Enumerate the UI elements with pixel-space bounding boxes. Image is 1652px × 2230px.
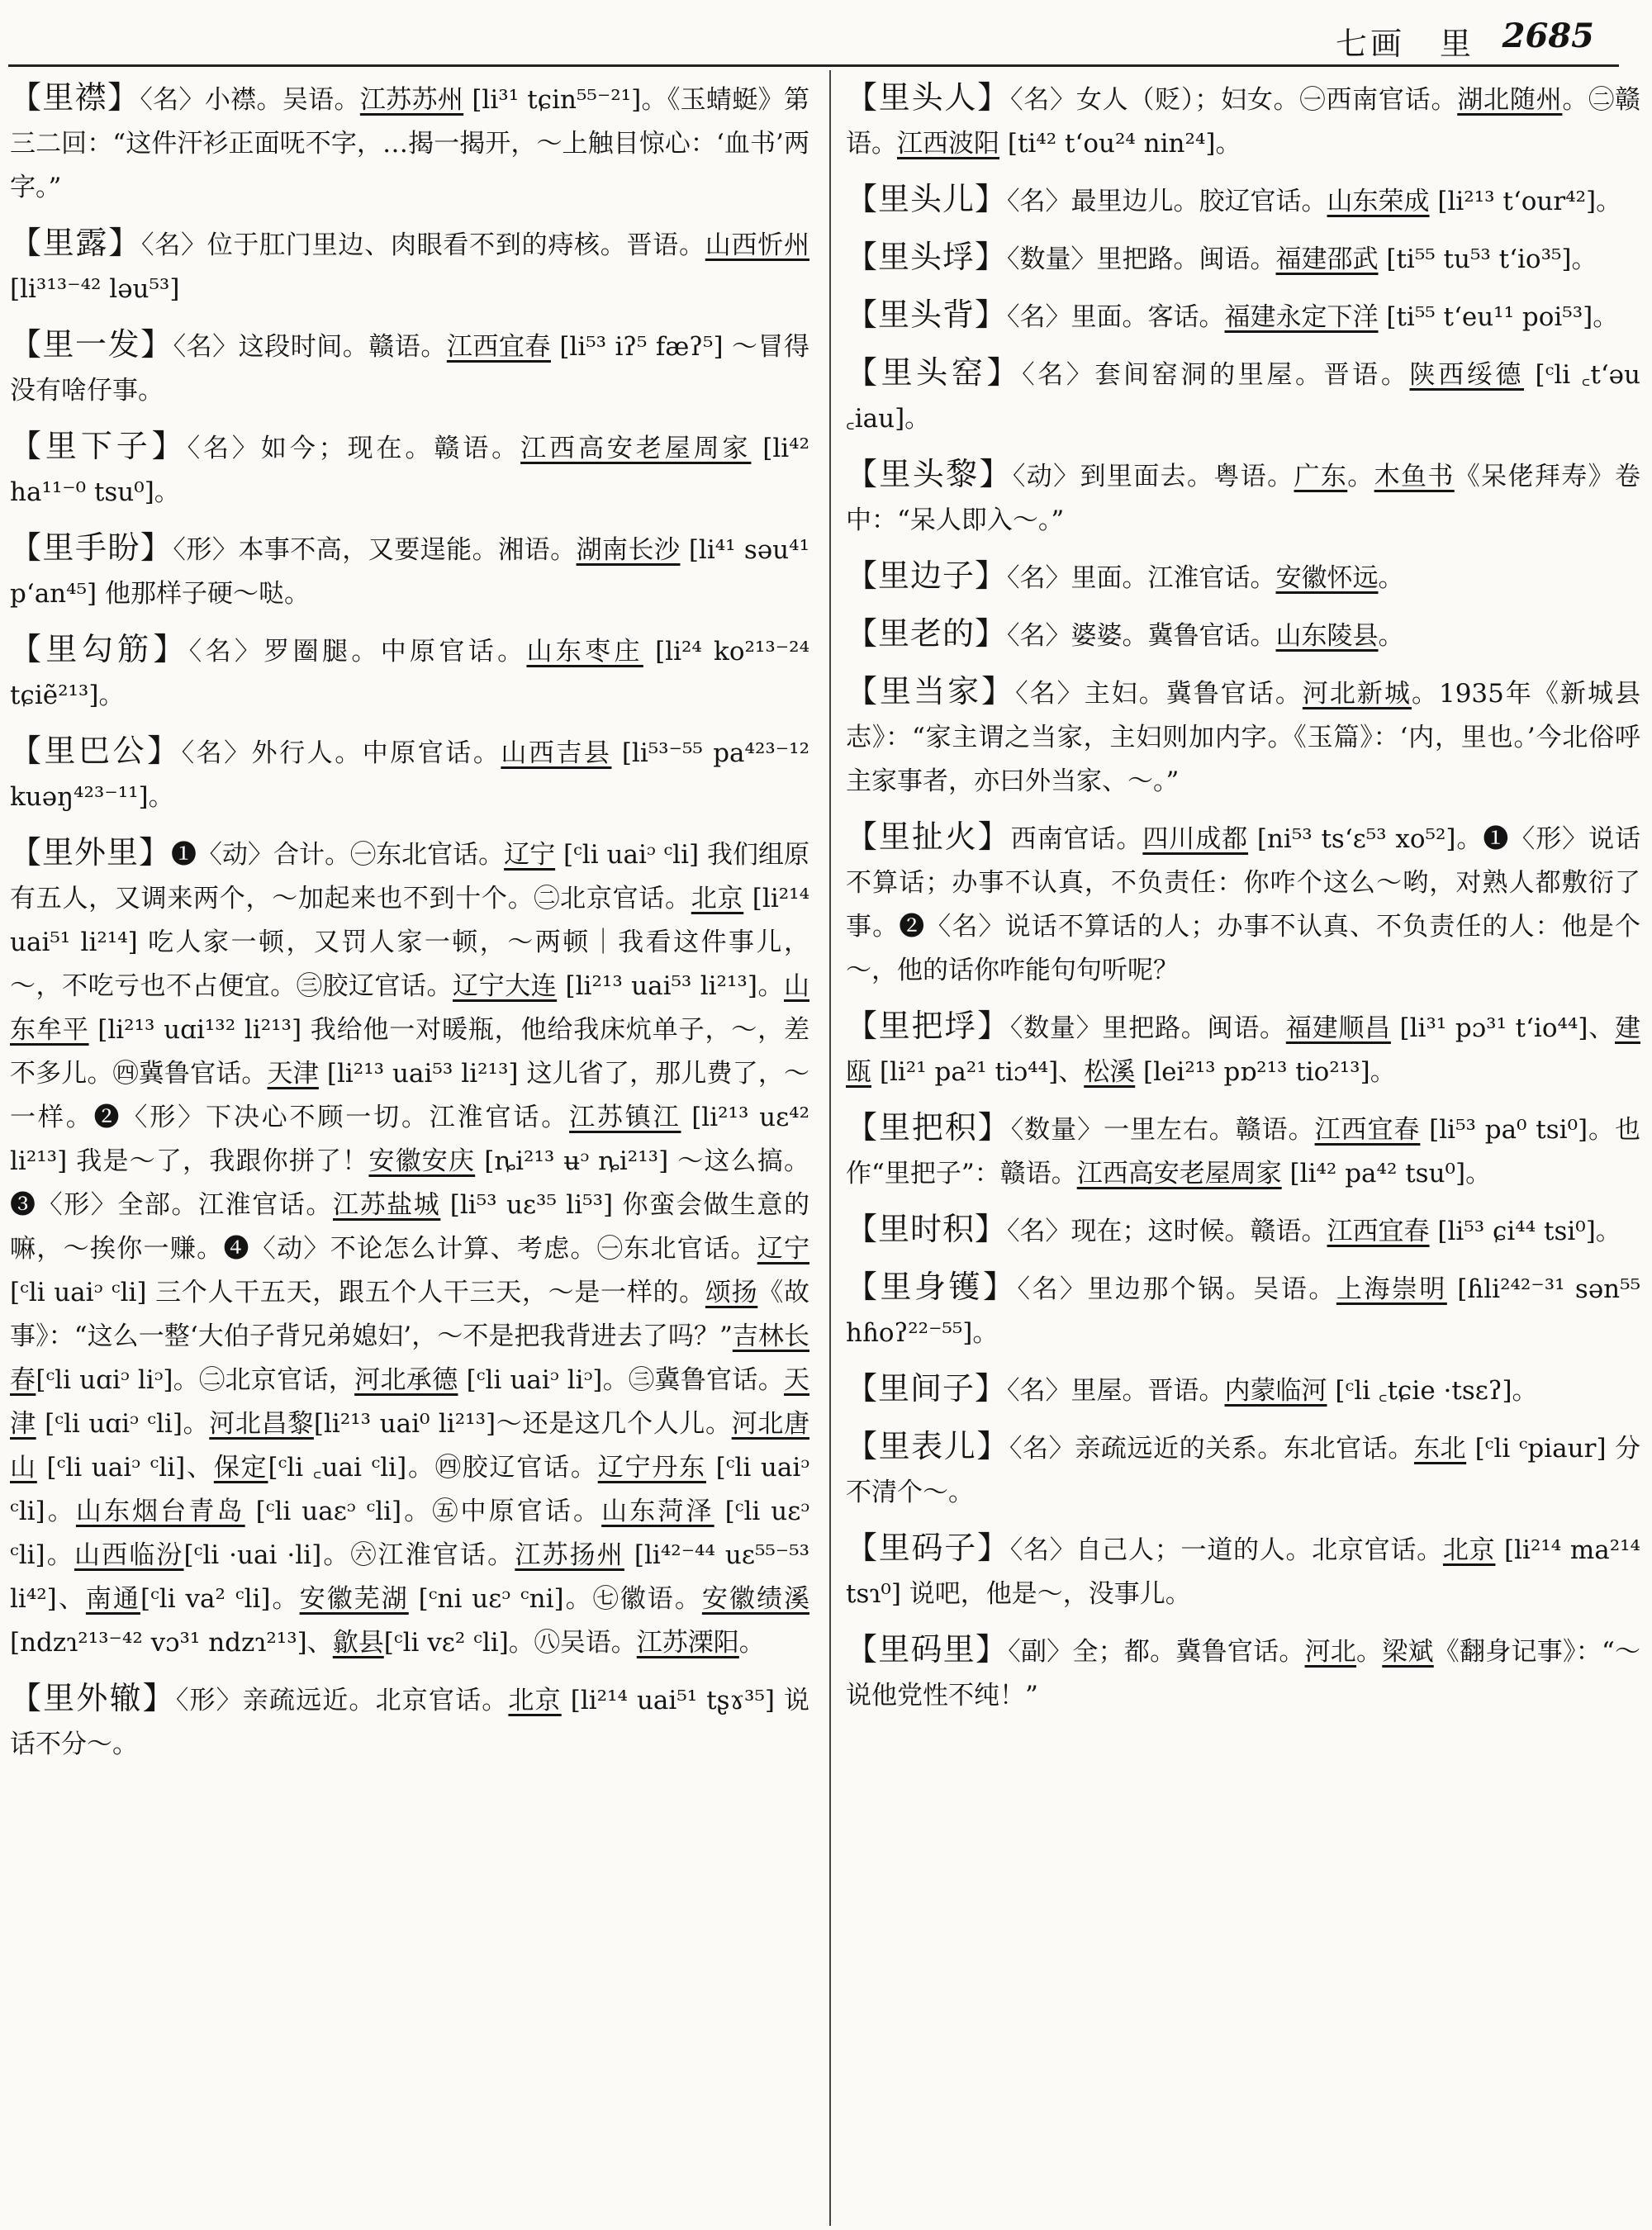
entry-text: 〈名〉现在；这时候。赣语。: [1007, 1217, 1327, 1246]
entry-text: 〈名〉套间窑洞的里屋。晋语。: [1022, 360, 1410, 390]
entry-text: 〈名〉外行人。中原官话。: [181, 738, 501, 768]
entry-text: [li²¹ pa²¹ tiɔ⁴⁴]、: [871, 1057, 1085, 1087]
entry-text: [li²¹³ uɛ⁴² li²¹³] 我是～了，我跟你拼了！: [10, 1103, 809, 1176]
place-name: 内蒙临河: [1224, 1376, 1327, 1406]
dictionary-entry: [846, 453, 1640, 543]
dictionary-entry: [846, 1526, 1640, 1616]
place-name: 山东烟台青岛: [75, 1497, 245, 1526]
place-name: 安徽芜湖: [299, 1584, 409, 1614]
place-name: 河北唐山: [10, 1409, 809, 1483]
entry-headword: 【里老的】: [846, 615, 1008, 652]
entry-text: [li²¹³ uɑi¹³² li²¹³] 我给他一对暖瓶，他给我床炕单子，～，差不多儿。㊃冀鲁官话。: [10, 1015, 809, 1089]
entry-text: [ᶜli uaiᵓ ᶜli] 三个人干五天，跟五个人干三天，～是一样的。: [10, 1278, 705, 1307]
dictionary-entry: [846, 1004, 1640, 1094]
place-name: 北京: [691, 884, 744, 913]
entry-text: 〈名〉最里边儿。胶辽官话。: [1007, 187, 1327, 216]
place-name: 保定: [213, 1453, 268, 1483]
dictionary-entry: [846, 670, 1640, 804]
entry-text: 〈名〉女人（贬）；妇女。㊀西南官话。: [1009, 85, 1458, 115]
entry-text: [li⁴² pa⁴² tsu⁰]。: [1281, 1159, 1492, 1189]
place-name: 山东荣成: [1327, 187, 1430, 216]
place-name: 福建顺昌: [1285, 1013, 1391, 1043]
place-name: 山西临汾: [74, 1540, 184, 1570]
place-name: 东北: [1413, 1434, 1467, 1464]
page-header: [0, 0, 1652, 74]
entry-text: [ᶜni uɛᵓ ᶜni]。㊆徽语。: [408, 1584, 702, 1614]
place-name: 山东菏泽: [601, 1497, 714, 1526]
entry-text: [ᶜli uɑiᵓ ᶜli]。: [36, 1409, 210, 1439]
entry-text: [ᶜli ᶜpiaur] 分不清个～。: [846, 1434, 1640, 1507]
place-name: 湖北随州: [1457, 85, 1563, 115]
entry-text: 。㊁赣语。: [846, 85, 1640, 159]
dictionary-entry: [846, 76, 1640, 166]
entry-text: [ᶜli uaiᵓ ᶜli] 我们组原有五人，又调来两个，～加起来也不到十个。㊁北京官话。: [10, 840, 809, 913]
entry-text: [ᶜli ·uai ·li]。㊅江淮官话。: [183, 1540, 515, 1570]
entry-text: [ᶜli uɑiᵓ liᵓ]。㊁北京官话，: [36, 1365, 355, 1395]
entry-text: 〈名〉里面。客话。: [1007, 302, 1225, 332]
entry-headword: 【里码子】: [846, 1530, 1010, 1566]
entry-text: 〈名〉如今；现在。赣语。: [187, 434, 521, 463]
place-name: 山西吉县: [501, 738, 612, 768]
entry-text: [ᶜli ꜀t‘əu ꜀iau]。: [846, 360, 1640, 434]
entry-text: 西南官话。: [1010, 824, 1143, 854]
entry-headword: 【里头儿】: [846, 181, 1008, 217]
entry-text: [ᶜli vɛ² ᶜli]。㊇吴语。: [383, 1628, 637, 1658]
place-name: 江西宜春: [1327, 1217, 1430, 1246]
entry-text: ❶〈动〉合计。㊀东北官话。: [171, 840, 505, 870]
entry-text: [li⁵³⁻⁵⁵ pa⁴²³⁻¹² kuəŋ⁴²³⁻¹¹]。: [10, 738, 809, 812]
entry-text: [li²⁴ ko²¹³⁻²⁴ tɕiẽ²¹³]。: [10, 637, 809, 710]
entry-headword: 【里下子】: [10, 428, 188, 464]
entry-text: 。: [738, 1628, 765, 1658]
entry-text: 〈名〉亲疏远近的关系。东北官话。: [1009, 1434, 1414, 1464]
entry-text: [li⁵³ uɛ³⁵ li⁵³] 你蛮会做生意的嘛，～挨你一赚。❹〈动〉不论怎么计算、考虑。㊀东北官话。: [10, 1190, 809, 1264]
place-name: 江西宜春: [1314, 1115, 1421, 1145]
entry-text: [li³¹ pɔ³¹ t‘io⁴⁴]、: [1390, 1013, 1615, 1043]
place-name: 福建邵武: [1275, 244, 1379, 274]
place-name: 辽宁: [757, 1234, 809, 1264]
place-name: 江苏溧阳: [636, 1628, 739, 1658]
place-name: 天津: [10, 1365, 809, 1439]
place-name: 南通: [85, 1584, 140, 1614]
dictionary-entry: [846, 815, 1640, 993]
entry-text: [ti⁵⁵ t‘eu¹¹ poi⁵³]。: [1378, 302, 1619, 332]
entry-text: [li²¹³ uai⁵³ li²¹³] 这儿省了，那儿费了，～一样。❷〈形〉下决心不顾一切。江淮官话。: [10, 1059, 809, 1132]
entry-text: 〈名〉里边那个锅。吴语。: [1017, 1274, 1336, 1304]
dictionary-entry: [846, 554, 1640, 600]
entry-headword: 【里头背】: [846, 297, 1008, 333]
entry-text: 〈名〉主妇。冀鲁官话。: [1015, 679, 1303, 709]
dictionary-entry: [846, 1265, 1640, 1355]
entry-text: [ᶜli ꜀uai ᶜli]。㊃胶辽官话。: [268, 1453, 598, 1483]
place-name: 建瓯: [846, 1013, 1640, 1087]
entry-text: 〈名〉罗圈腿。中原官话。: [188, 637, 527, 667]
entry-text: 〈名〉这段时间。赣语。: [173, 332, 447, 362]
dictionary-entry: [10, 526, 809, 616]
dictionary-entry: [846, 1425, 1640, 1515]
place-name: 江西波阳: [897, 129, 999, 159]
place-name: 河北昌黎: [209, 1409, 314, 1439]
place-name: 山东枣庄: [526, 637, 643, 667]
entry-headword: 【里边子】: [846, 558, 1008, 594]
entry-text: [ᶜli uaiᵓ ᶜli]、: [36, 1453, 214, 1483]
place-name: 江西宜春: [446, 332, 551, 362]
place-name: 山东陵县: [1275, 621, 1379, 651]
entry-text: 〈形〉本事不高，又要逞能。湘语。: [173, 535, 577, 565]
entry-headword: 【里表儿】: [846, 1428, 1009, 1464]
dictionary-entry: [846, 1208, 1640, 1254]
entry-text: [ti⁴² t‘ou²⁴ nin²⁴]。: [999, 129, 1241, 159]
entry-text: [ᶜli va² ᶜli]。: [140, 1584, 300, 1614]
dictionary-entry: [846, 235, 1640, 282]
entry-text: 〈名〉里面。江淮官话。: [1007, 563, 1276, 593]
place-name: 梁斌: [1382, 1637, 1434, 1667]
place-name: 江西高安老屋周家: [1076, 1159, 1282, 1189]
dictionary-entry: [846, 351, 1640, 441]
dictionary-entry: [10, 831, 809, 1665]
entry-text: 〈副〉全；都。冀鲁官话。: [1008, 1637, 1305, 1667]
place-name: 陕西绥德: [1409, 360, 1525, 390]
dictionary-entry: [10, 323, 809, 413]
entry-text: [li³¹ tɕin⁵⁵⁻²¹]。《玉蜻蜓》第三二回：“这件汗衫正面呒不字，…揭一揭开，～上触目惊心：‘血书’两字。”: [10, 85, 809, 202]
left-column: [10, 76, 809, 2223]
dictionary-entry: [846, 1628, 1640, 1718]
place-name: 江苏苏州: [359, 85, 464, 115]
dictionary-entry: [846, 293, 1640, 339]
dictionary-entry: [846, 612, 1640, 658]
dictionary-entry: [846, 1367, 1640, 1413]
entry-headword: 【里身镬】: [846, 1269, 1018, 1305]
entry-text: 〈数量〉一里左右。赣语。: [1010, 1115, 1315, 1145]
column-divider: [829, 70, 831, 2226]
entry-headword: 【里时积】: [846, 1211, 1008, 1247]
place-name: 四川成都: [1142, 824, 1249, 854]
entry-text: [ti⁵⁵ tu⁵³ t‘io³⁵]。: [1378, 244, 1597, 274]
dictionary-entry: [846, 1106, 1640, 1196]
entry-text: 。: [1378, 621, 1404, 651]
place-name: 颂扬: [705, 1278, 758, 1307]
entry-text: [ni⁵³ ts‘ɛ⁵³ xo⁵²]。❶〈形〉说话不算话；办事不认真，不负责任：你咋个这么～哟，对熟人都敷衍了事。❷〈名〉说话不算话的人；办事不认真、不负责任的人：他是个～，他的话你咋能句句听呢？: [846, 824, 1640, 985]
entry-text: [lei²¹³ pɒ²¹³ tio²¹³]。: [1135, 1057, 1396, 1087]
entry-text: 〈名〉位于肛门里边、肉眼看不到的痔核。晋语。: [140, 230, 705, 260]
place-name: 松溪: [1084, 1057, 1136, 1087]
dictionary-entry: [10, 1677, 809, 1767]
entry-headword: 【里露】: [10, 225, 141, 261]
entry-headword: 【里头窑】: [846, 354, 1023, 391]
entry-text: 〈数量〉里把路。闽语。: [1007, 244, 1276, 274]
place-name: 河北新城: [1302, 679, 1412, 709]
place-name: 江苏扬州: [515, 1540, 624, 1570]
dictionary-entry: [846, 178, 1640, 224]
place-name: 木鱼书: [1374, 462, 1455, 491]
place-name: 天津: [267, 1059, 319, 1089]
entry-headword: 【里码里】: [846, 1631, 1009, 1668]
entry-text: [li³¹³⁻⁴² ləu⁵³]: [10, 274, 180, 304]
place-name: 辽宁丹东: [597, 1453, 706, 1483]
entry-text: [ndzɿ²¹³⁻⁴² vɔ³¹ ndzɿ²¹³]、: [10, 1628, 333, 1658]
entry-headword: 【里一发】: [10, 326, 173, 363]
entry-text: [li⁴¹ səu⁴¹ p‘an⁴⁵] 他那样子硬～哒。: [10, 535, 809, 609]
place-name: 安徽安庆: [368, 1146, 476, 1176]
place-name: 安徽怀远: [1275, 563, 1379, 593]
entry-text: [ᶜli uaiᵓ liᵓ]。㊂冀鲁官话。: [458, 1365, 785, 1395]
place-name: 山东牟平: [10, 971, 809, 1045]
dictionary-entry: [10, 425, 809, 515]
entry-text: 。1935年《新城县志》：“家主谓之当家，主妇则加内字。《玉篇》：‘内，里也。’今北俗呼主家事者，亦曰外当家、～。”: [846, 679, 1640, 796]
entry-headword: 【里当家】: [846, 673, 1016, 709]
entry-text: 《翻身记事》：“～说他党性不纯！”: [846, 1637, 1640, 1710]
entry-text: [li²¹³ uai⁰ li²¹³]～还是这几个人儿。: [313, 1409, 732, 1439]
place-name: 北京: [1442, 1535, 1496, 1565]
entry-headword: 【里头黎】: [846, 456, 1013, 492]
entry-text: [li⁴² ha¹¹⁻⁰ tsu⁰]。: [10, 434, 809, 507]
place-name: 河北承德: [354, 1365, 458, 1395]
entry-headword: 【里头垺】: [846, 239, 1008, 275]
entry-text: 〈数量〉里把路。闽语。: [1009, 1013, 1286, 1043]
entry-text: 〈动〉到里面去。粤语。: [1012, 462, 1294, 491]
place-name: 辽宁大连: [453, 971, 558, 1001]
entry-text: 《呆佬拜寿》卷中：“呆人即入～。”: [846, 462, 1640, 535]
entry-headword: 【里把积】: [846, 1109, 1011, 1146]
entry-headword: 【里外里】: [10, 834, 172, 871]
entry-text: [li⁵³ iʔ⁵ fæʔ⁵] ～冒得没有啥仔事。: [10, 332, 809, 406]
entry-text: [ᶜli uɛᵓ ᶜli]。: [10, 1497, 809, 1570]
entry-text: [li⁵³ pa⁰ tsi⁰]。也作“里把子”：赣语。: [846, 1115, 1640, 1189]
entry-headword: 【里扯火】: [846, 818, 1011, 855]
header-rule: [8, 64, 1619, 67]
place-name: 江苏盐城: [333, 1190, 441, 1220]
place-name: 湖南长沙: [576, 535, 681, 565]
entry-text: 。: [1378, 563, 1404, 593]
place-name: 福建永定下洋: [1224, 302, 1379, 332]
place-name: 广东: [1294, 462, 1348, 491]
entry-headword: 【里外辙】: [10, 1680, 176, 1716]
entry-text: 。: [1356, 1637, 1383, 1667]
page-number: 2685: [1502, 17, 1594, 55]
entry-text: [ȵi²¹³ ʉᵓ ȵi²¹³] ～这么搞。❸〈形〉全部。江淮官话。: [10, 1146, 809, 1220]
entry-headword: 【里勾筋】: [10, 631, 189, 667]
entry-headword: 【里间子】: [846, 1370, 1008, 1407]
entry-text: 〈名〉自己人；一道的人。北京官话。: [1009, 1535, 1443, 1565]
entry-text: [li²¹⁴ uai⁵¹ tʂɤ³⁵] 说话不分～。: [10, 1686, 809, 1759]
place-name: 山西忻州: [705, 230, 809, 260]
place-name: 辽宁: [504, 840, 556, 870]
entry-text: [li²¹⁴ uai⁵¹ li²¹⁴] 吃人家一顿，又罚人家一顿，～两顿｜我看这件事儿，～，不吃亏也不占便宜。㊂胶辽官话。: [10, 884, 809, 1001]
entry-text: 《故事》：“这么一整‘大伯子背兄弟媳妇’，～不是把我背进去了吗？”: [10, 1278, 809, 1351]
dictionary-entry: [10, 76, 809, 210]
place-name: 北京: [508, 1686, 562, 1715]
place-name: 安徽绩溪: [701, 1584, 809, 1614]
dictionary-entry: [10, 221, 809, 311]
entry-text: [ᶜli ꜀tɕie ·tsɛʔ]。: [1327, 1376, 1538, 1406]
entry-text: [ᶜli uaiᵓ ᶜli]。: [10, 1453, 809, 1526]
place-name: 歙县: [332, 1628, 384, 1658]
entry-text: [li²¹⁴ ma²¹⁴ tsɿ⁰] 说吧，他是～，没事儿。: [846, 1535, 1640, 1609]
section-label: 七画 里: [1335, 26, 1474, 62]
entry-text: [ᶜli uaɛᵓ ᶜli]。㊄中原官话。: [244, 1497, 602, 1526]
entry-text: 〈名〉婆婆。冀鲁官话。: [1007, 621, 1276, 651]
entry-headword: 【里头人】: [846, 79, 1010, 116]
entry-text: 〈名〉里屋。晋语。: [1007, 1376, 1225, 1406]
place-name: 河北: [1304, 1637, 1357, 1667]
entry-text: 〈名〉小襟。吴语。: [140, 85, 360, 115]
entry-text: [li²¹³ t‘our⁴²]。: [1429, 187, 1622, 216]
entry-text: [ɦli²⁴²⁻³¹ sən⁵⁵ hɦoʔ²²⁻⁵⁵]。: [846, 1274, 1640, 1348]
entry-headword: 【里手盼】: [10, 529, 173, 566]
entry-headword: 【里襟】: [10, 79, 140, 116]
place-name: 上海崇明: [1336, 1274, 1447, 1304]
entry-text: [li⁵³ ɕi⁴⁴ tsi⁰]。: [1429, 1217, 1621, 1246]
dictionary-entry: [10, 729, 809, 819]
entry-text: 〈形〉亲疏远近。北京官话。: [175, 1686, 509, 1715]
right-column: [846, 76, 1640, 2223]
dictionary-entry: [10, 628, 809, 718]
entry-text: [li²¹³ uai⁵³ li²¹³]。: [557, 971, 784, 1001]
entry-headword: 【里巴公】: [10, 733, 182, 769]
entry-headword: 【里把垺】: [846, 1008, 1010, 1044]
place-name: 吉林长春: [10, 1321, 809, 1395]
place-name: 江西高安老屋周家: [520, 434, 752, 463]
place-name: 江苏镇江: [569, 1103, 681, 1132]
entry-text: 。: [1347, 462, 1374, 491]
entry-text: [li⁴²⁻⁴⁴ uɛ⁵⁵⁻⁵³ li⁴²]、: [10, 1540, 809, 1614]
